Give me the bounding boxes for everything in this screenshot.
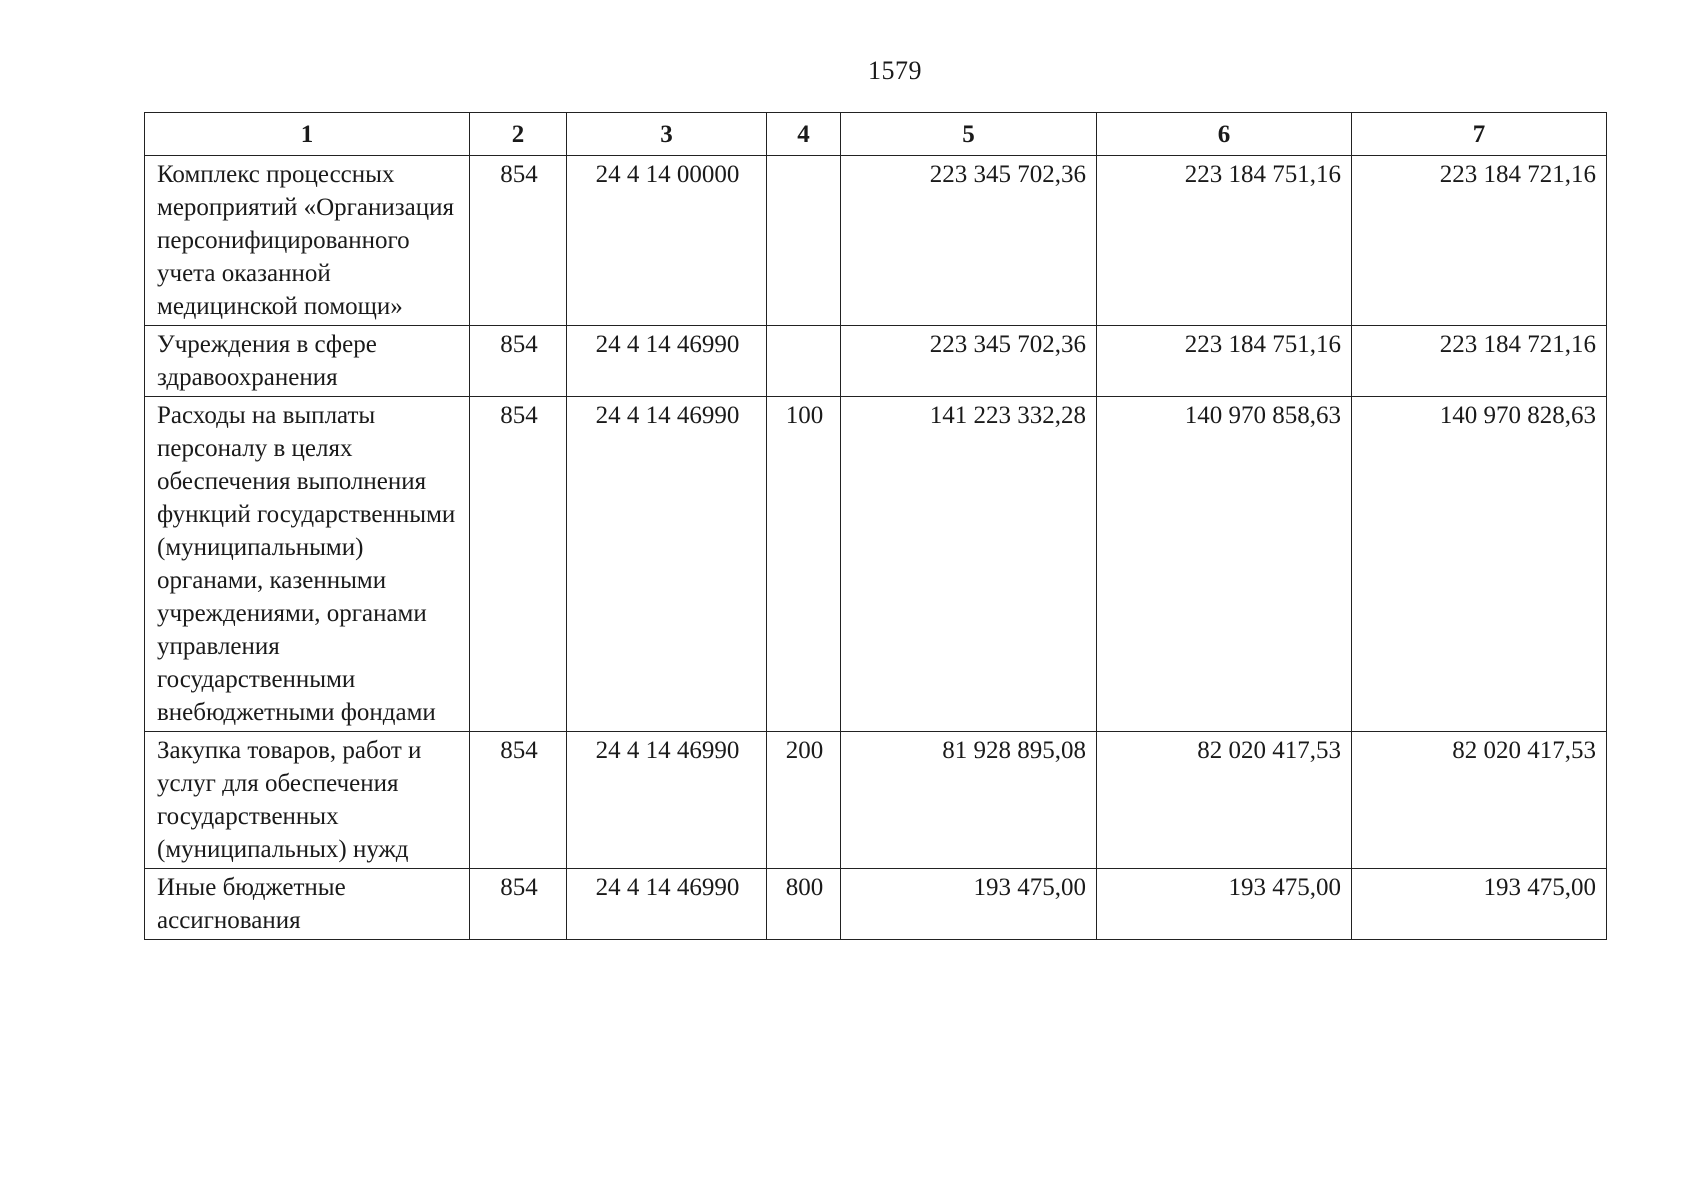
row-type: 100 — [767, 397, 841, 732]
row-code: 854 — [470, 156, 567, 326]
row-value-5: 193 475,00 — [841, 869, 1097, 940]
column-header-4: 4 — [767, 113, 841, 156]
column-header-1: 1 — [145, 113, 470, 156]
column-header-7: 7 — [1352, 113, 1607, 156]
row-name: Расходы на выплаты персоналу в целях обеспечения выполнения функций государственными (муниципальными) органами, казенными учреждениями, органами управления государственными внебюджетными фондами — [145, 397, 470, 732]
table-row — [145, 326, 1607, 397]
row-type: 800 — [767, 869, 841, 940]
row-value-5: 223 345 702,36 — [841, 326, 1097, 397]
row-name: Учреждения в сфере здравоохранения — [145, 326, 470, 397]
row-name: Закупка товаров, работ и услуг для обеспечения государственных (муниципальных) нужд — [145, 732, 470, 869]
table-header-row — [145, 113, 1607, 156]
table-row — [145, 397, 1607, 732]
row-target: 24 4 14 46990 — [567, 397, 767, 732]
row-value-7: 223 184 721,16 — [1352, 326, 1607, 397]
row-target: 24 4 14 00000 — [567, 156, 767, 326]
column-header-2: 2 — [470, 113, 567, 156]
budget-table — [144, 112, 1607, 940]
table-row — [145, 869, 1607, 940]
row-name: Иные бюджетные ассигнования — [145, 869, 470, 940]
row-value-6: 82 020 417,53 — [1097, 732, 1352, 869]
row-type: 200 — [767, 732, 841, 869]
row-value-6: 223 184 751,16 — [1097, 156, 1352, 326]
row-type — [767, 156, 841, 326]
column-header-6: 6 — [1097, 113, 1352, 156]
row-value-5: 81 928 895,08 — [841, 732, 1097, 869]
row-value-7: 193 475,00 — [1352, 869, 1607, 940]
row-value-5: 223 345 702,36 — [841, 156, 1097, 326]
table-row — [145, 156, 1607, 326]
row-value-7: 82 020 417,53 — [1352, 732, 1607, 869]
row-code: 854 — [470, 869, 567, 940]
row-value-6: 223 184 751,16 — [1097, 326, 1352, 397]
row-code: 854 — [470, 397, 567, 732]
row-value-5: 141 223 332,28 — [841, 397, 1097, 732]
page-number: 1579 — [868, 56, 922, 85]
row-target: 24 4 14 46990 — [567, 326, 767, 397]
row-target: 24 4 14 46990 — [567, 869, 767, 940]
table-row — [145, 732, 1607, 869]
column-header-3: 3 — [567, 113, 767, 156]
row-name: Комплекс процессных мероприятий «Организация персонифицированного учета оказанной медицинской помощи» — [145, 156, 470, 326]
row-value-6: 193 475,00 — [1097, 869, 1352, 940]
row-type — [767, 326, 841, 397]
row-target: 24 4 14 46990 — [567, 732, 767, 869]
row-code: 854 — [470, 732, 567, 869]
row-code: 854 — [470, 326, 567, 397]
row-value-7: 223 184 721,16 — [1352, 156, 1607, 326]
row-value-7: 140 970 828,63 — [1352, 397, 1607, 732]
column-header-5: 5 — [841, 113, 1097, 156]
row-value-6: 140 970 858,63 — [1097, 397, 1352, 732]
